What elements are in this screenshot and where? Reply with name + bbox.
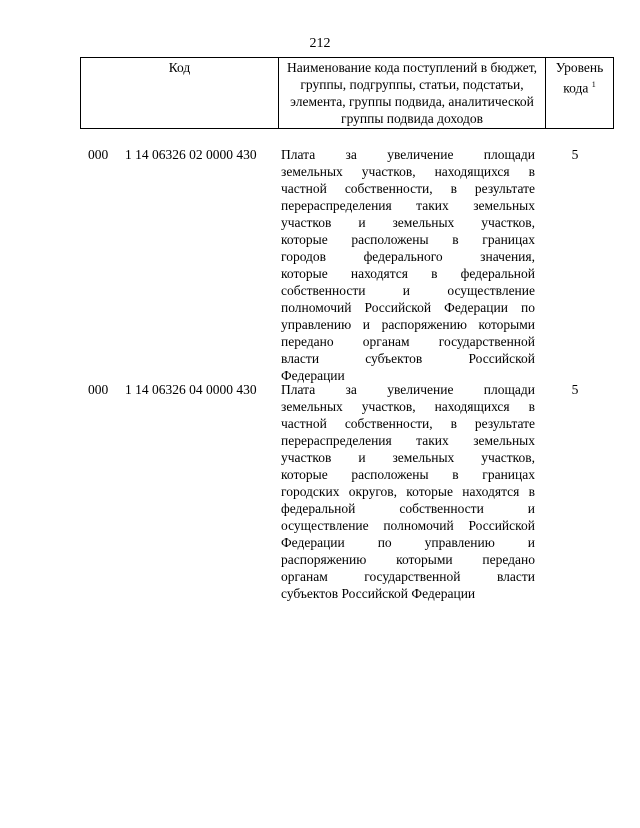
header-level (546, 58, 614, 129)
revenue-name-line: Плата за увеличение площади (281, 382, 535, 397)
revenue-name-line: городов федерального значения, (281, 249, 535, 264)
revenue-name-line: частной собственности, в результате (281, 416, 535, 431)
revenue-name (281, 381, 535, 602)
revenue-name-line: осуществление полномочий Российской (281, 518, 535, 533)
revenue-name-line: участков и земельных участков, (281, 450, 535, 465)
code-level: 5 (571, 382, 579, 397)
header-level-label: Уровень кода (555, 60, 604, 96)
revenue-name-line: распоряжению которыми передано (281, 552, 535, 567)
revenue-name-line: Федерации по управлению и (281, 535, 535, 550)
revenue-name-line: частной собственности, в результате (281, 181, 535, 196)
revenue-name-line: перераспределения таких земельных (281, 433, 535, 448)
revenue-name-line: которые находятся в федеральной (281, 266, 535, 281)
code-level: 5 (571, 147, 579, 162)
page-number: 212 (309, 36, 331, 51)
group-code: 000 (88, 382, 109, 397)
revenue-name-line: власти субъектов Российской (281, 351, 535, 366)
revenue-name (281, 146, 535, 384)
revenue-name-line: Плата за увеличение площади (281, 147, 535, 162)
revenue-name-line: участков и земельных участков, (281, 215, 535, 230)
revenue-name-line: земельных участков, находящихся в (281, 399, 535, 414)
revenue-name-line: федеральной собственности и (281, 501, 535, 516)
revenue-name-line: которые расположены в границах (281, 467, 535, 482)
revenue-name-line: субъектов Российской Федерации (281, 586, 476, 601)
revenue-name-line: земельных участков, находящихся в (281, 164, 535, 179)
footnote-marker: 1 (591, 80, 596, 89)
revenue-name-line: полномочий Российской Федерации по (281, 300, 535, 315)
revenue-name-line: Федерации (281, 368, 345, 383)
revenue-name-line: городских округов, которые находятся в (281, 484, 535, 499)
revenue-name-line: которые расположены в границах (281, 232, 535, 247)
header-name: Наименование кода поступлений в бюджет, группы, подгруппы, статьи, подстатьи, элемента, группы подвида, аналитической группы подвида доходов (279, 58, 546, 129)
revenue-code: 1 14 06326 04 0000 430 (125, 382, 257, 397)
header-code: Код (81, 58, 279, 129)
revenue-name-line: передано органам государственной (281, 334, 535, 349)
group-code: 000 (88, 147, 109, 162)
revenue-name-line: органам государственной власти (281, 569, 535, 584)
table-header (80, 57, 614, 129)
revenue-name-line: перераспределения таких земельных (281, 198, 535, 213)
revenue-name-line: собственности и осуществление (281, 283, 535, 298)
revenue-code: 1 14 06326 02 0000 430 (125, 147, 257, 162)
revenue-name-line: управлению и распоряжению которыми (281, 317, 535, 332)
